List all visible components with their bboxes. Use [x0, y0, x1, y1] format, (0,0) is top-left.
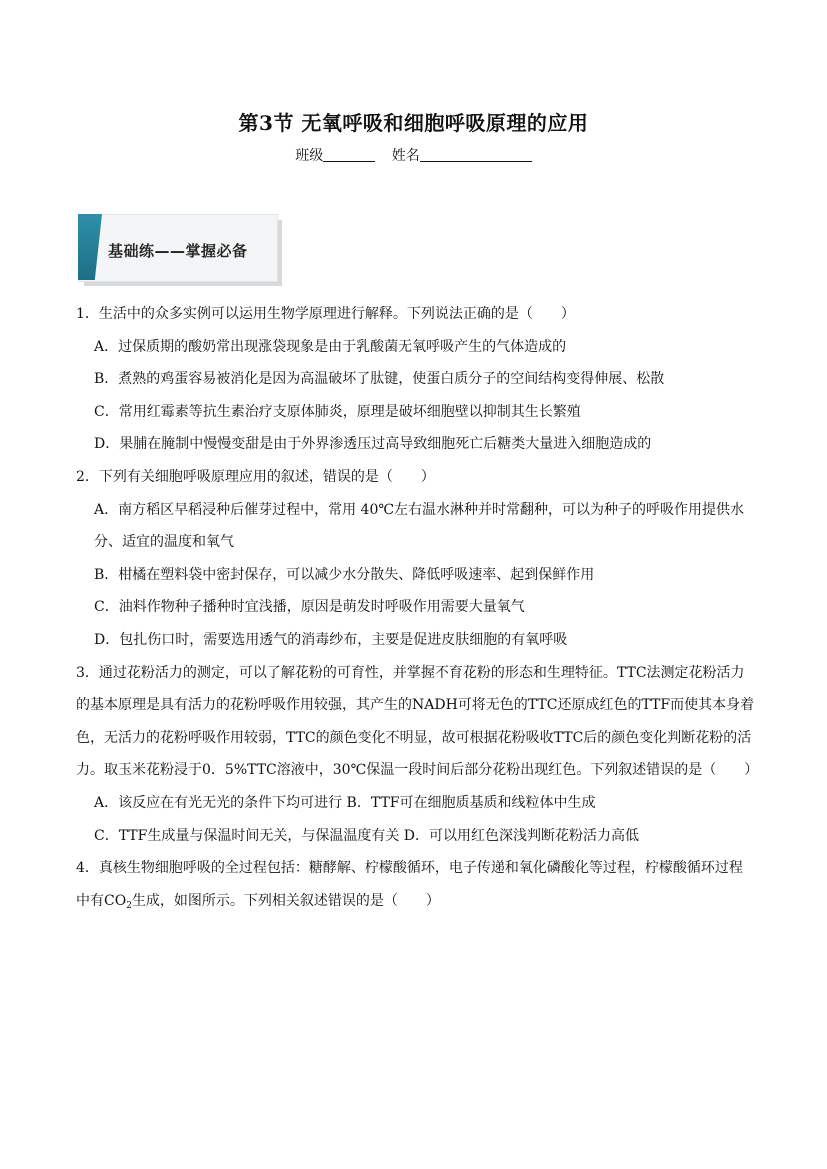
question-2-option-a: A．南方稻区早稻浸种后催芽过程中，常用 40℃左右温水淋种并时常翻种，可以为种子的呼吸作用提供水分、适宜的温度和氧气	[94, 501, 745, 551]
question-2-option-b: B．柑橘在塑料袋中密封保存，可以减少水分散失、降低呼吸速率、起到保鲜作用	[94, 566, 595, 583]
name-label: 姓名	[391, 148, 420, 164]
name-blank[interactable]	[420, 146, 532, 162]
question-4-stem-tail: 生成，如图所示。下列相关叙述错误的是（ ）	[131, 892, 440, 909]
question-1-option-c: C．常用红霉素等抗生素治疗支原体肺炎，原理是破坏细胞壁以抑制其生长繁殖	[94, 403, 581, 420]
class-label: 班级	[295, 148, 324, 164]
question-3-stem: 3．通过花粉活力的测定，可以了解花粉的可育性，并掌握不育花粉的形态和生理特征。TTC法测定花粉活力的基本原理是具有活力的花粉呼吸作用较强，其产生的NADH可将无色的TTC还原成红色的TTF而使其本身着色，无活力的花粉呼吸作用较弱，TTC的颜色变化不明显，故可根据花粉吸收TTC后的颜色变化判断花粉的活力。取玉米花粉浸于0．5%TTC溶液中，30℃保温一段时间后部分花粉出现红色。下列叙述错误的是（ ）	[76, 664, 759, 779]
question-4-stem	[76, 852, 756, 917]
co2-subscript: 2	[126, 900, 132, 911]
banner-label: 基础练——掌握必备	[108, 242, 248, 260]
student-info-fields	[0, 145, 827, 165]
question-2-option-c: C．油料作物种子播种时宜浅播，原因是萌发时呼吸作用需要大量氧气	[94, 599, 525, 616]
section-banner	[78, 214, 282, 286]
question-3-options-ab: A．该反应在有光无光的条件下均可进行 B．TTF可在细胞质基质和线粒体中生成	[94, 794, 596, 811]
question-1-option-d: D．果脯在腌制中慢慢变甜是由于外界渗透压过高导致细胞死亡后糖类大量进入细胞造成的	[94, 436, 652, 453]
question-1-stem: 1．生活中的众多实例可以运用生物学原理进行解释。下列说法正确的是（ ）	[76, 306, 575, 322]
page-title: 第3节 无氧呼吸和细胞呼吸原理的应用	[238, 111, 589, 135]
question-3-options-cd: C．TTF生成量与保温时间无关，与保温温度有关 D．可以用红色深浅判断花粉活力高低	[94, 827, 640, 844]
question-1-option-b: B．煮熟的鸡蛋容易被消化是因为高温破坏了肽键，使蛋白质分子的空间结构变得伸展、松散	[94, 371, 665, 388]
question-4-stem-text: 4．真核生物细胞呼吸的全过程包括：糖酵解、柠檬酸循环，电子传递和氧化磷酸化等过程，柠檬酸循环过程中有CO	[76, 860, 743, 909]
question-2-stem: 2．下列有关细胞呼吸原理应用的叙述，错误的是（ ）	[76, 468, 435, 485]
questions-content	[76, 298, 759, 917]
class-blank[interactable]	[323, 146, 375, 162]
question-2-option-d: D．包扎伤口时，需要选用透气的消毒纱布，主要是促进皮肤细胞的有氧呼吸	[94, 631, 568, 648]
question-1-option-a: A．过保质期的酸奶常出现涨袋现象是由于乳酸菌无氧呼吸产生的气体造成的	[94, 338, 567, 355]
